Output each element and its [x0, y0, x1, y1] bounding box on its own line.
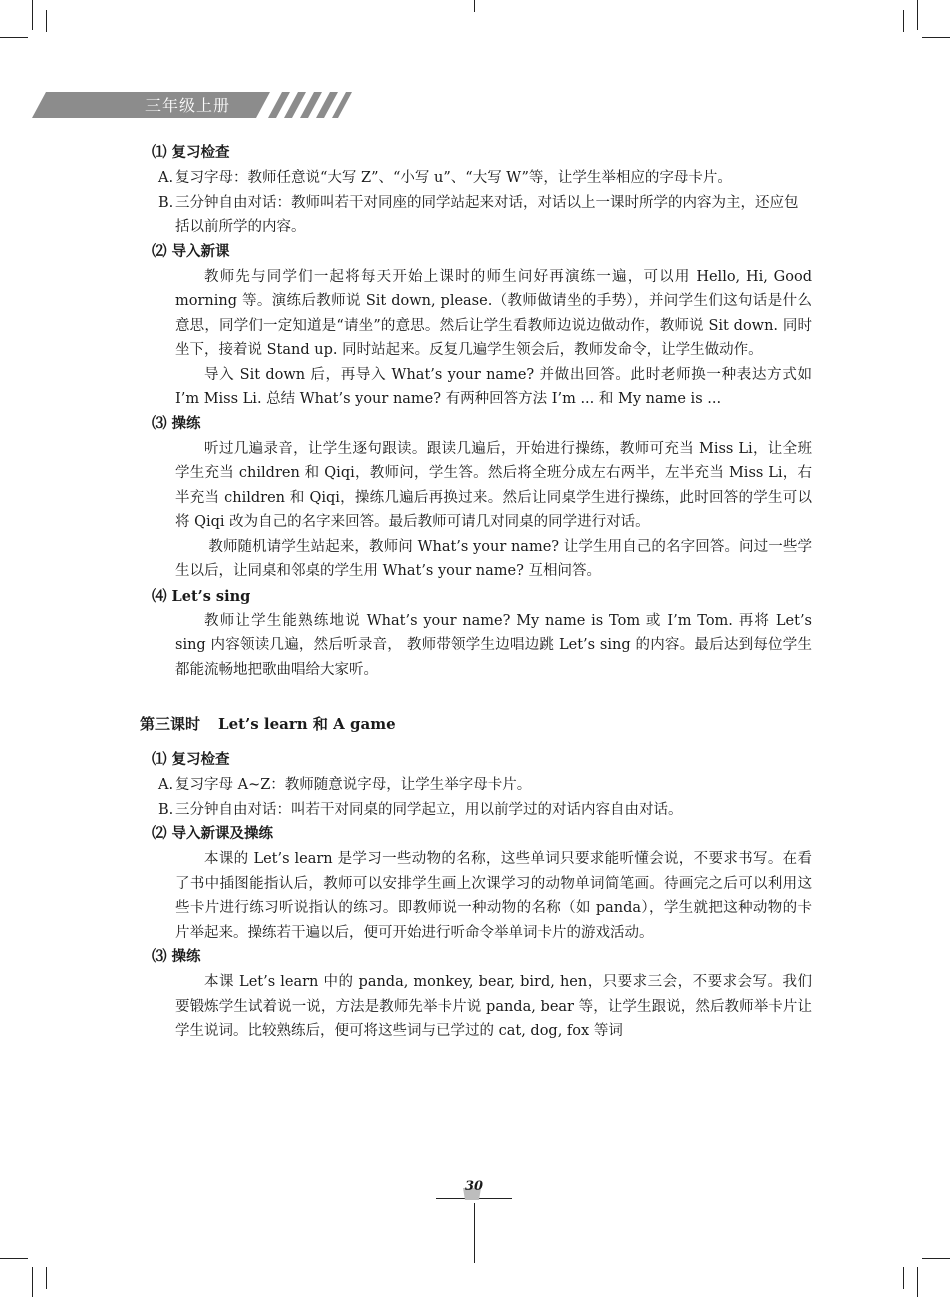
- item-text: 复习字母：教师任意说“大写 Z”、“小写 u”、“大写 W”等，让学生举相应的字母卡片。: [175, 170, 732, 186]
- paragraph: 教师随机请学生站起来，教师问 What’s your name? 让学生用自己的名字回答。问过一些学生以后，让同桌和邻桌的学生用 What’s your name? 互相问答。: [175, 538, 812, 579]
- crop-mark: [922, 1258, 950, 1259]
- item-text: 三分钟自由对话：教师叫若干对同座的同学站起来对话，对话以上一课时所学的内容为主，还应包括以前所学的内容。: [175, 194, 799, 235]
- item-label: A.: [158, 777, 174, 793]
- crop-mark: [46, 10, 47, 32]
- paragraph: 教师先与同学们一起将每天开始上课时的师生问好再演练一遍，可以用 Hello, Hi, Good morning 等。演练后教师说 Sit down, please.（教师做请坐的手势），并问学生们这句话是什么意思，同学们一定知道是“请坐”的意思。然后让学生看教师边说边做动作，教师说 Sit down. 同时坐下，接着说 Stand up. 同时站起来。反复几遍学生领会后，教师发命令，让学生做动作。: [175, 268, 812, 358]
- section-heading: ⑶ 操练: [152, 415, 201, 432]
- section-heading: ⑴ 复习检查: [152, 752, 230, 768]
- crop-mark: [903, 1267, 904, 1289]
- section-heading: ⑵ 导入新课及操练: [152, 826, 274, 842]
- crop-mark: [46, 1267, 47, 1289]
- item-label: A.: [158, 170, 174, 186]
- paragraph: 本课 Let’s learn 中的 panda, monkey, bear, bird, hen，只要求三会，不要求会写。我们要锻炼学生试着说一说，方法是教师先举卡片说 panda, bear 等，让学生跟说，然后教师举卡片让学生说词。比较熟练后，便可将这些词与已学过的 cat, dog, fox 等词: [175, 974, 812, 1039]
- book-title: 三年级上册: [145, 96, 231, 115]
- section-heading: ⑵ 导入新课: [152, 243, 230, 260]
- crop-mark: [0, 37, 28, 38]
- crop-mark: [0, 1258, 28, 1259]
- list-item: [140, 191, 812, 240]
- item-label: B.: [158, 801, 174, 818]
- item-text: 三分钟自由对话：叫若干对同桌的同学起立，用以前学过的对话内容自由对话。: [175, 801, 683, 818]
- lesson-label: 第三课时: [140, 715, 201, 733]
- list-item: [140, 166, 812, 191]
- crop-mark: [917, 0, 918, 30]
- page-content: [140, 141, 812, 1044]
- crop-mark: [474, 1203, 475, 1263]
- crop-mark: [903, 10, 904, 32]
- crop-mark: [922, 37, 950, 38]
- paragraph: 听过几遍录音，让学生逐句跟读。跟读几遍后，开始进行操练，教师可充当 Miss Li，让全班学生充当 children 和 Qiqi，教师问，学生答。然后将全班分成左右两半，左半充当 Miss Li，右半充当 children 和 Qiqi，操练几遍后再换过来。然后让同桌学生进行操练，此时回答的学生可以将 Qiqi 改为自己的名字来回答。最后教师可请几对同桌的同学进行对话。: [175, 440, 812, 530]
- crop-mark: [32, 0, 33, 30]
- list-item: [140, 773, 812, 798]
- lesson-heading: [140, 711, 812, 737]
- crop-mark: [917, 1267, 918, 1297]
- list-item: [140, 798, 812, 823]
- crop-mark: [32, 1267, 33, 1297]
- section-heading: ⑴ 复习检查: [152, 145, 230, 161]
- item-text: 复习字母 A~Z：教师随意说字母，让学生举字母卡片。: [175, 777, 532, 793]
- paragraph: 教师让学生能熟练地说 What’s your name? My name is Tom 或 I’m Tom. 再将 Let’s sing 内容领读几遍，然后听录音， 教师带领学生边唱边跳 Let’s sing 的内容。最后达到每位学生都能流畅地把歌曲唱给大家听。: [175, 612, 812, 678]
- paragraph: 本课的 Let’s learn 是学习一些动物的名称，这些单词只要求能听懂会说，不要求书写。在看了书中插图能指认后，教师可以安排学生画上次课学习的动物单词简笔画。待画完之后可以利用这些卡片进行练习听说指认的练习。即教师说一种动物的名称（如 panda），学生就把这种动物的卡片举起来。操练若干遍以后，便可开始进行听命令举单词卡片的游戏活动。: [175, 851, 812, 941]
- crop-mark: [474, 0, 475, 12]
- paragraph: 导入 Sit down 后，再导入 What’s your name? 并做出回答。此时老师换一种表达方式如 I’m Miss Li. 总结 What’s your name? 有两种回答方法 I’m ... 和 My name is ...: [175, 366, 812, 407]
- item-label: B.: [158, 194, 174, 211]
- section-heading: ⑶ 操练: [152, 949, 201, 965]
- page-number: 30: [465, 1179, 484, 1194]
- lesson-title: Let’s learn 和 A game: [218, 715, 396, 733]
- section-heading: ⑷ Let’s sing: [152, 587, 251, 605]
